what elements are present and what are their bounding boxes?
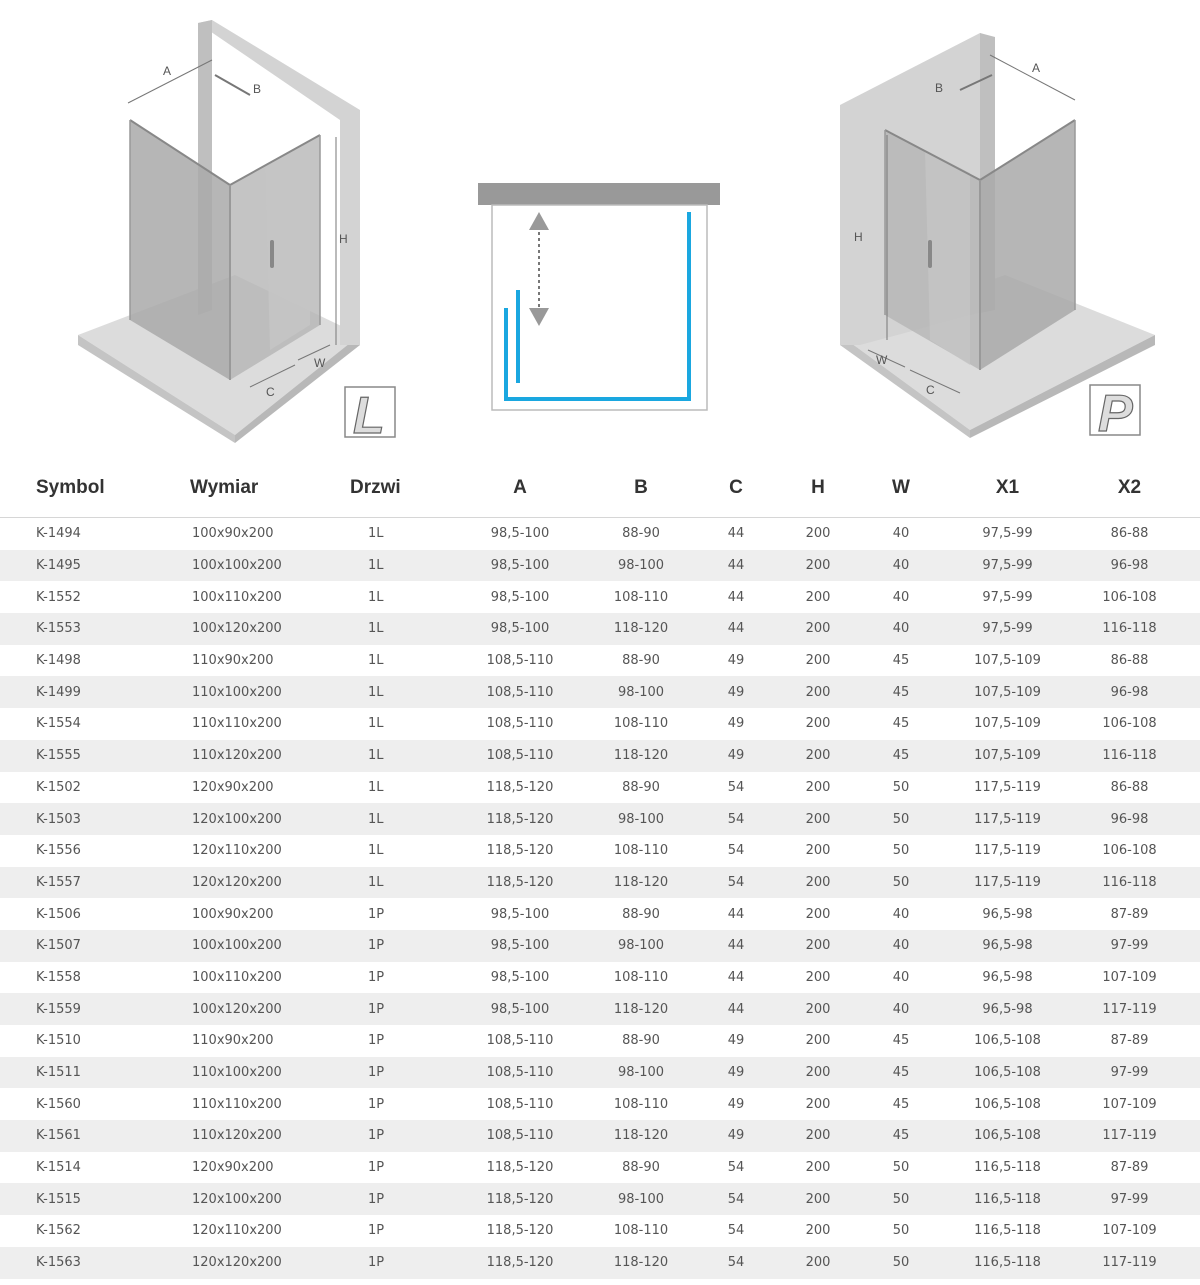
table-cell: 98,5-100 [490, 906, 550, 922]
table-cell: 86-88 [1110, 779, 1149, 795]
table-cell: 1L [368, 843, 384, 859]
table-cell: 40 [846, 550, 956, 582]
col-header: X2 [1059, 458, 1200, 518]
table-cell: K-1514 [36, 1160, 81, 1176]
table-cell: K-1558 [36, 969, 81, 985]
table-cell: 118,5-120 [440, 1183, 600, 1215]
table-cell: 54 [727, 779, 745, 795]
table-cell: 116,5-118 [974, 1223, 1041, 1239]
table-cell: 49 [727, 653, 745, 669]
table-cell: 44 [727, 526, 745, 542]
table-cell: 200 [790, 613, 846, 645]
table-cell: 50 [846, 1183, 956, 1215]
table-cell: 98-100 [600, 1057, 682, 1089]
table-cell: 45 [892, 716, 910, 732]
table-cell: 200 [805, 1160, 831, 1176]
table-cell: K-1553 [0, 613, 190, 645]
table-cell: 108,5-110 [440, 1120, 600, 1152]
col-header: X1 [956, 458, 1059, 518]
table-cell: 50 [892, 1160, 910, 1176]
table-row [0, 1183, 1200, 1215]
col-header: Symbol [0, 458, 190, 518]
table-cell: 97,5-99 [956, 613, 1059, 645]
table-cell: 108,5-110 [486, 716, 554, 732]
table-cell: 120x100x200 [190, 803, 350, 835]
left-shower-diagram [70, 15, 410, 445]
table-cell: 1L [368, 526, 384, 542]
table-cell: 116-118 [1059, 613, 1200, 645]
table-cell: 110x90x200 [192, 653, 274, 669]
table-cell: 98,5-100 [490, 969, 550, 985]
table-row [0, 1152, 1200, 1184]
table-cell: K-1495 [0, 550, 190, 582]
table-cell: 118-120 [600, 867, 682, 899]
table-cell: 54 [727, 843, 745, 859]
table-cell: 97,5-99 [982, 589, 1033, 605]
table-cell: K-1499 [0, 676, 190, 708]
table-cell: 44 [682, 930, 790, 962]
table-cell: 200 [805, 653, 831, 669]
table-cell: 200 [790, 930, 846, 962]
table-cell: 110x120x200 [190, 1120, 350, 1152]
table-cell: 108-110 [613, 1096, 669, 1112]
table-row [0, 1215, 1200, 1247]
table-cell: 44 [727, 969, 745, 985]
table-cell: 200 [790, 1057, 846, 1089]
table-cell: 107-109 [1102, 969, 1157, 985]
table-cell: 200 [790, 740, 846, 772]
table-cell: 117-119 [1059, 1120, 1200, 1152]
table-cell: 96,5-98 [956, 993, 1059, 1025]
table-cell: 96,5-98 [956, 930, 1059, 962]
table-cell: 40 [846, 930, 956, 962]
dim-w-label: W [876, 353, 888, 367]
table-cell: 40 [892, 526, 910, 542]
dim-a-label: A [163, 64, 172, 78]
table-cell: 98,5-100 [440, 613, 600, 645]
table-cell: 49 [682, 676, 790, 708]
table-cell: 45 [892, 653, 910, 669]
table-cell: 200 [805, 1033, 831, 1049]
table-cell: 200 [805, 906, 831, 922]
table-cell: 87-89 [1110, 906, 1149, 922]
table-cell: 54 [727, 1223, 745, 1239]
table-cell: 108-110 [613, 969, 669, 985]
table-cell: 106-108 [1102, 716, 1157, 732]
col-header: W [846, 458, 956, 518]
table-cell: 1L [350, 867, 440, 899]
table-cell: K-1559 [0, 993, 190, 1025]
table-cell: 44 [727, 906, 745, 922]
table-cell: 108-110 [613, 843, 669, 859]
table-cell: 106-108 [1102, 843, 1157, 859]
table-cell: 44 [682, 993, 790, 1025]
table-row [0, 835, 1200, 867]
table-cell: 200 [805, 716, 831, 732]
table-cell: K-1511 [0, 1057, 190, 1089]
table-cell: 1L [350, 613, 440, 645]
table-cell: 108-110 [613, 716, 669, 732]
table-cell: 120x90x200 [192, 1160, 274, 1176]
table-cell: 97,5-99 [982, 526, 1033, 542]
table-row [0, 708, 1200, 740]
table-cell: 1P [368, 1160, 385, 1176]
table-cell: 108-110 [613, 1223, 669, 1239]
table-cell: 88-90 [622, 653, 660, 669]
table-cell: 1L [368, 653, 384, 669]
table-cell: 100x110x200 [192, 969, 282, 985]
table-row [0, 518, 1200, 550]
table-cell: 110x110x200 [192, 1096, 282, 1112]
table-cell: 118,5-120 [486, 843, 554, 859]
table-cell: 98-100 [600, 930, 682, 962]
table-cell: 116-118 [1059, 867, 1200, 899]
table-cell: K-1507 [0, 930, 190, 962]
table-cell: 200 [805, 969, 831, 985]
table-row [0, 803, 1200, 835]
top-view-schematic [475, 180, 725, 415]
table-row [0, 581, 1200, 613]
table-cell: 106,5-108 [956, 1120, 1059, 1152]
table-cell: 40 [892, 589, 910, 605]
table-cell: 120x120x200 [190, 1247, 350, 1279]
table-cell: 117,5-119 [956, 803, 1059, 835]
table-cell: 117,5-119 [974, 843, 1041, 859]
table-cell: 98,5-100 [490, 589, 550, 605]
table-cell: 45 [892, 1096, 910, 1112]
dim-a-label: A [1032, 61, 1041, 75]
table-cell: 98,5-100 [440, 930, 600, 962]
table-cell: 100x110x200 [192, 589, 282, 605]
col-header: Wymiar [190, 458, 350, 518]
table-cell: 116,5-118 [956, 1247, 1059, 1279]
table-cell: 88-90 [622, 1033, 660, 1049]
table-cell: 1L [350, 550, 440, 582]
dim-b-label: B [935, 81, 944, 95]
right-shower-diagram [830, 15, 1170, 445]
table-cell: K-1561 [0, 1120, 190, 1152]
table-cell: 108,5-110 [486, 1096, 554, 1112]
table-cell: 100x100x200 [190, 930, 350, 962]
table-cell: 96,5-98 [982, 969, 1033, 985]
col-header: Drzwi [350, 458, 440, 518]
table-cell: 118-120 [600, 740, 682, 772]
dim-c-label: C [266, 385, 275, 399]
table-cell: 1P [368, 1096, 385, 1112]
col-header: A [440, 458, 600, 518]
table-cell: 86-88 [1110, 526, 1149, 542]
table-cell: 1L [350, 740, 440, 772]
table-cell: 118,5-120 [486, 779, 554, 795]
dim-b-label: B [253, 82, 262, 96]
table-cell: 1L [368, 589, 384, 605]
table-cell: 110x120x200 [190, 740, 350, 772]
table-cell: 1P [350, 993, 440, 1025]
table-cell: K-1506 [36, 906, 81, 922]
table-cell: 100x120x200 [190, 613, 350, 645]
table-cell: 98,5-100 [490, 526, 550, 542]
table-cell: 200 [790, 867, 846, 899]
table-cell: 45 [892, 1033, 910, 1049]
table-cell: 88-90 [622, 1160, 660, 1176]
table-cell: 49 [727, 1033, 745, 1049]
tray-outline [492, 205, 707, 410]
table-cell: 44 [682, 550, 790, 582]
table-cell: 108,5-110 [486, 1033, 554, 1049]
table-row [0, 1025, 1200, 1057]
table-cell: 120x100x200 [190, 1183, 350, 1215]
table-cell: 49 [682, 740, 790, 772]
table-cell: 54 [682, 803, 790, 835]
table-cell: 118,5-120 [440, 867, 600, 899]
table-cell: K-1556 [36, 843, 81, 859]
wall-bar [478, 183, 720, 205]
table-row [0, 550, 1200, 582]
table-cell: 106-108 [1102, 589, 1157, 605]
table-cell: 1P [368, 906, 385, 922]
table-cell: 1P [368, 1223, 385, 1239]
table-cell: 44 [727, 589, 745, 605]
table-cell: 98,5-100 [440, 993, 600, 1025]
table-cell: 44 [682, 613, 790, 645]
table-cell: 40 [846, 613, 956, 645]
table-cell: 118-120 [600, 993, 682, 1025]
table-row [0, 613, 1200, 645]
table-row [0, 898, 1200, 930]
table-row [0, 867, 1200, 899]
table-cell: K-1502 [36, 779, 81, 795]
table-cell: K-1498 [36, 653, 81, 669]
table-cell: K-1557 [0, 867, 190, 899]
table-cell: 100x90x200 [192, 526, 274, 542]
table-cell: 1L [368, 779, 384, 795]
table-cell: 88-90 [622, 906, 660, 922]
table-cell: K-1510 [36, 1033, 81, 1049]
table-cell: 200 [805, 1096, 831, 1112]
table-cell: K-1562 [36, 1223, 81, 1239]
table-row [0, 676, 1200, 708]
table-cell: 87-89 [1110, 1033, 1149, 1049]
table-header-row [0, 458, 1200, 518]
table-cell: 45 [846, 740, 956, 772]
table-cell: 98-100 [600, 550, 682, 582]
table-cell: 100x90x200 [192, 906, 274, 922]
table-cell: 117,5-119 [956, 867, 1059, 899]
dim-h-label: H [339, 232, 348, 246]
table-cell: 1P [350, 1247, 440, 1279]
table-row [0, 772, 1200, 804]
table-cell: 49 [682, 1120, 790, 1152]
table-cell: K-1515 [0, 1183, 190, 1215]
right-badge-letter: P [1098, 385, 1133, 443]
table-cell: 116-118 [1059, 740, 1200, 772]
table-cell: 107,5-109 [974, 716, 1041, 732]
dimensions-table [0, 458, 1200, 1279]
table-cell: 107-109 [1102, 1223, 1157, 1239]
table-cell: 1L [350, 676, 440, 708]
table-cell: 200 [805, 526, 831, 542]
table-cell: 1P [350, 1183, 440, 1215]
table-cell: 49 [727, 1096, 745, 1112]
table-cell: 40 [846, 993, 956, 1025]
table-cell: 96-98 [1059, 676, 1200, 708]
table-cell: 200 [805, 843, 831, 859]
table-cell: 108,5-110 [440, 1057, 600, 1089]
table-cell: 1P [350, 930, 440, 962]
table-cell: 54 [682, 867, 790, 899]
table-cell: K-1563 [0, 1247, 190, 1279]
table-cell: 200 [790, 676, 846, 708]
table-cell: 1P [350, 1057, 440, 1089]
table-cell: 116,5-118 [974, 1160, 1041, 1176]
table-cell: 116,5-118 [956, 1183, 1059, 1215]
table-body [0, 518, 1200, 1279]
table-cell: K-1503 [0, 803, 190, 835]
table-cell: 98-100 [600, 676, 682, 708]
table-cell: 98-100 [600, 803, 682, 835]
table-cell: 117,5-119 [974, 779, 1041, 795]
table-cell: 110x100x200 [190, 676, 350, 708]
table-row [0, 740, 1200, 772]
table-cell: 200 [790, 1247, 846, 1279]
table-cell: 97-99 [1059, 930, 1200, 962]
table-cell: 200 [790, 1183, 846, 1215]
table-row [0, 1247, 1200, 1279]
table-cell: 54 [727, 1160, 745, 1176]
table-row [0, 930, 1200, 962]
table-cell: 1P [368, 969, 385, 985]
table-cell: 118,5-120 [486, 1160, 554, 1176]
table-cell: 1P [350, 1120, 440, 1152]
table-cell: 120x110x200 [192, 843, 282, 859]
table-cell: 96,5-98 [982, 906, 1033, 922]
table-cell: 97-99 [1059, 1183, 1200, 1215]
table-cell: 118-120 [600, 1120, 682, 1152]
table-cell: 110x100x200 [190, 1057, 350, 1089]
table-cell: 106,5-108 [974, 1033, 1041, 1049]
table-cell: K-1555 [0, 740, 190, 772]
table-cell: 110x90x200 [192, 1033, 274, 1049]
table-cell: K-1560 [36, 1096, 81, 1112]
table-cell: 120x110x200 [192, 1223, 282, 1239]
table-cell: 108,5-110 [440, 676, 600, 708]
table-cell: K-1552 [36, 589, 81, 605]
table-cell: 200 [805, 1223, 831, 1239]
table-cell: 45 [846, 676, 956, 708]
table-cell: 96-98 [1059, 803, 1200, 835]
dim-c-label: C [926, 383, 935, 397]
table-cell: 120x120x200 [190, 867, 350, 899]
table-cell: 50 [892, 843, 910, 859]
table-cell: 200 [790, 550, 846, 582]
table-row [0, 993, 1200, 1025]
table-cell: 100x120x200 [190, 993, 350, 1025]
table-cell: 106,5-108 [974, 1096, 1041, 1112]
table-cell: 1L [368, 716, 384, 732]
table-cell: 40 [892, 969, 910, 985]
table-cell: 1P [368, 1033, 385, 1049]
table-cell: K-1494 [36, 526, 81, 542]
table-cell: 97,5-99 [956, 550, 1059, 582]
table-cell: 98,5-100 [440, 550, 600, 582]
table-cell: 108,5-110 [486, 653, 554, 669]
table-cell: 1L [350, 803, 440, 835]
table-cell: 50 [846, 803, 956, 835]
dim-w-label: W [314, 356, 326, 370]
table-cell: 97-99 [1059, 1057, 1200, 1089]
table-cell: 118,5-120 [440, 1247, 600, 1279]
table-cell: 98-100 [600, 1183, 682, 1215]
table-cell: 107,5-109 [974, 653, 1041, 669]
table-cell: 87-89 [1110, 1160, 1149, 1176]
table-cell: 200 [805, 589, 831, 605]
col-header: B [600, 458, 682, 518]
table-cell: K-1554 [36, 716, 81, 732]
table-cell: 54 [682, 1183, 790, 1215]
table-cell: 50 [846, 1247, 956, 1279]
table-cell: 106,5-108 [956, 1057, 1059, 1089]
col-header: C [682, 458, 790, 518]
table-cell: 118-120 [600, 613, 682, 645]
table-cell: 200 [790, 993, 846, 1025]
table-cell: 118,5-120 [440, 803, 600, 835]
table-row [0, 1057, 1200, 1089]
table-cell: 86-88 [1110, 653, 1149, 669]
table-cell: 50 [846, 867, 956, 899]
left-badge-letter: L [353, 387, 385, 445]
table-cell: 40 [892, 906, 910, 922]
table-cell: 88-90 [622, 779, 660, 795]
table-cell: 120x90x200 [192, 779, 274, 795]
table-cell: 107,5-109 [956, 676, 1059, 708]
col-header: H [790, 458, 846, 518]
table-cell: 100x100x200 [190, 550, 350, 582]
table-cell: 49 [727, 716, 745, 732]
table-cell: 118-120 [600, 1247, 682, 1279]
table-row [0, 1120, 1200, 1152]
table-cell: 200 [790, 1120, 846, 1152]
table-cell: 107,5-109 [956, 740, 1059, 772]
table-cell: 108-110 [613, 589, 669, 605]
diagram-area [0, 0, 1200, 450]
table-cell: 117-119 [1059, 993, 1200, 1025]
table-cell: 108,5-110 [440, 740, 600, 772]
table-cell: 107-109 [1102, 1096, 1157, 1112]
table-cell: 110x110x200 [192, 716, 282, 732]
table-cell: 88-90 [622, 526, 660, 542]
table-cell: 54 [682, 1247, 790, 1279]
table-row [0, 1088, 1200, 1120]
table-cell: 96-98 [1059, 550, 1200, 582]
table-cell: 50 [892, 1223, 910, 1239]
table-row [0, 962, 1200, 994]
table-cell: 117-119 [1059, 1247, 1200, 1279]
table-cell: 45 [846, 1057, 956, 1089]
table-cell: 118,5-120 [486, 1223, 554, 1239]
table-row [0, 645, 1200, 677]
table-cell: 200 [805, 779, 831, 795]
table-cell: 49 [682, 1057, 790, 1089]
table-cell: 200 [790, 803, 846, 835]
table-cell: 50 [892, 779, 910, 795]
dim-h-label: H [854, 230, 863, 244]
table-cell: 45 [846, 1120, 956, 1152]
